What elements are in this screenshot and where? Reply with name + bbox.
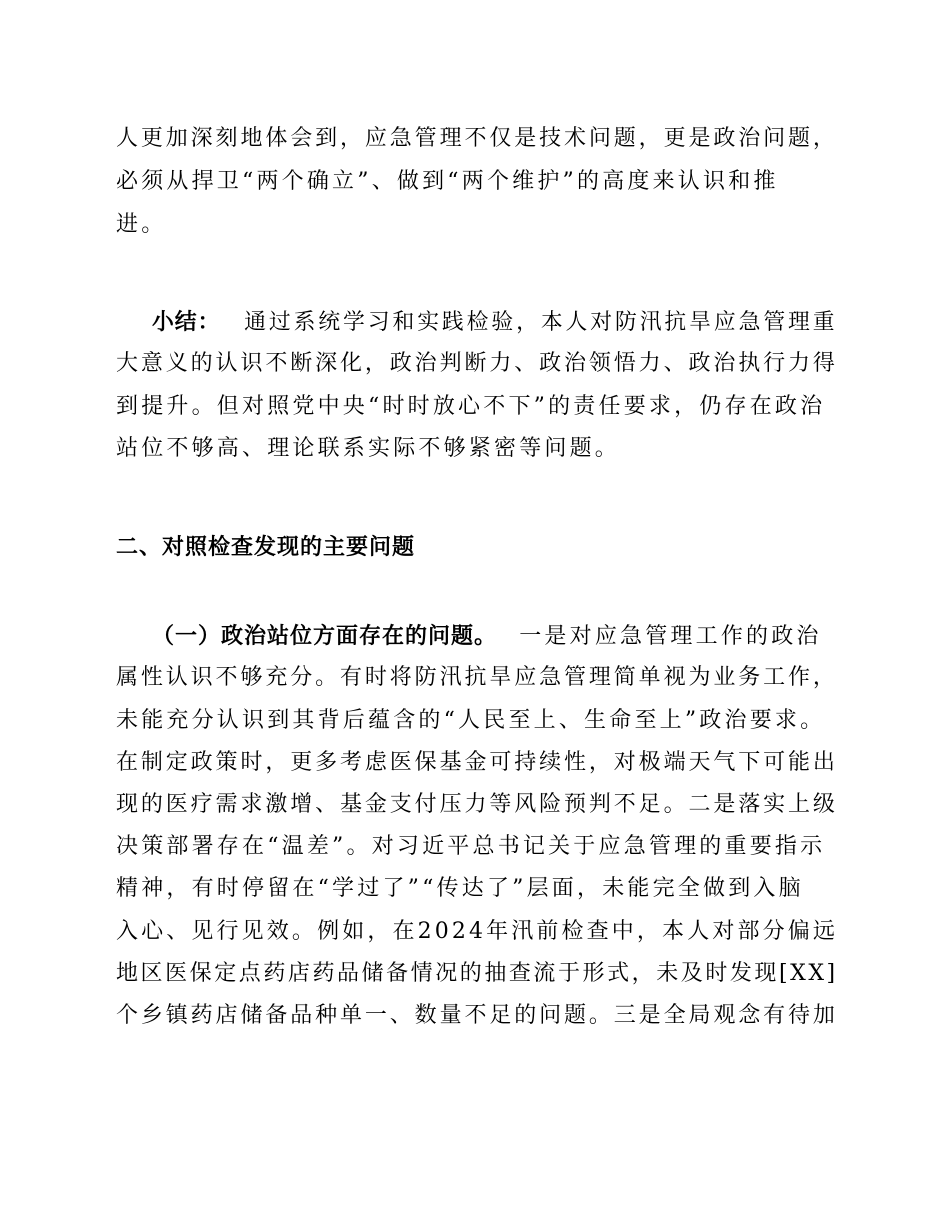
summary-label: 小结：: [152, 309, 221, 335]
text-line: 现的医疗需求激增、基金支付压力等风险预判不足。二是落实上级: [116, 792, 838, 817]
summary-first-line: [152, 307, 838, 338]
text-line: 必须从捍卫“两个确立”、做到“两个维护”的高度来认识和推: [116, 169, 779, 194]
text-line: 地区医保定点药店药品储备情况的抽查流于形式，未及时发现[XX]: [116, 961, 838, 986]
text-line: 入心、见行见效。例如，在2024年汛前检查中，本人对部分偏远: [116, 919, 838, 944]
text-line: 进。: [116, 212, 167, 237]
text-line: 决策部署存在“温差”。对习近平总书记关于应急管理的重要指示: [116, 834, 826, 859]
text-line: 精神，有时停留在“学过了”“传达了”层面，未能完全做到入脑: [116, 876, 804, 901]
text-line: 到提升。但对照党中央“时时放心不下”的责任要求，仍存在政治: [116, 394, 826, 419]
text-line: 一是对应急管理工作的政治: [519, 624, 822, 649]
text-line: 通过系统学习和实践检验，本人对防汛抗旱应急管理重: [244, 310, 838, 335]
text-line: 大意义的认识不断深化，政治判断力、政治领悟力、政治执行力得: [116, 351, 838, 376]
subsection-first-line: [152, 621, 822, 652]
subsection-label: （一）政治站位方面存在的问题。: [152, 623, 498, 649]
text-line: 未能充分认识到其背后蕴含的“人民至上、生命至上”政治要求。: [116, 708, 826, 733]
text-line: 个乡镇药店储备品种单一、数量不足的问题。三是全局观念有待加: [116, 1003, 838, 1028]
text-line: 人更加深刻地体会到，应急管理不仅是技术问题，更是政治问题，: [116, 126, 838, 151]
text-line: 站位不够高、理论联系实际不够紧密等问题。: [116, 436, 621, 461]
section-heading: 二、对照检查发现的主要问题: [116, 535, 416, 560]
text-line: 在制定政策时，更多考虑医保基金可持续性，对极端天气下可能出: [116, 750, 838, 775]
text-line: 属性认识不够充分。有时将防汛抗旱应急管理简单视为业务工作，: [116, 665, 838, 690]
